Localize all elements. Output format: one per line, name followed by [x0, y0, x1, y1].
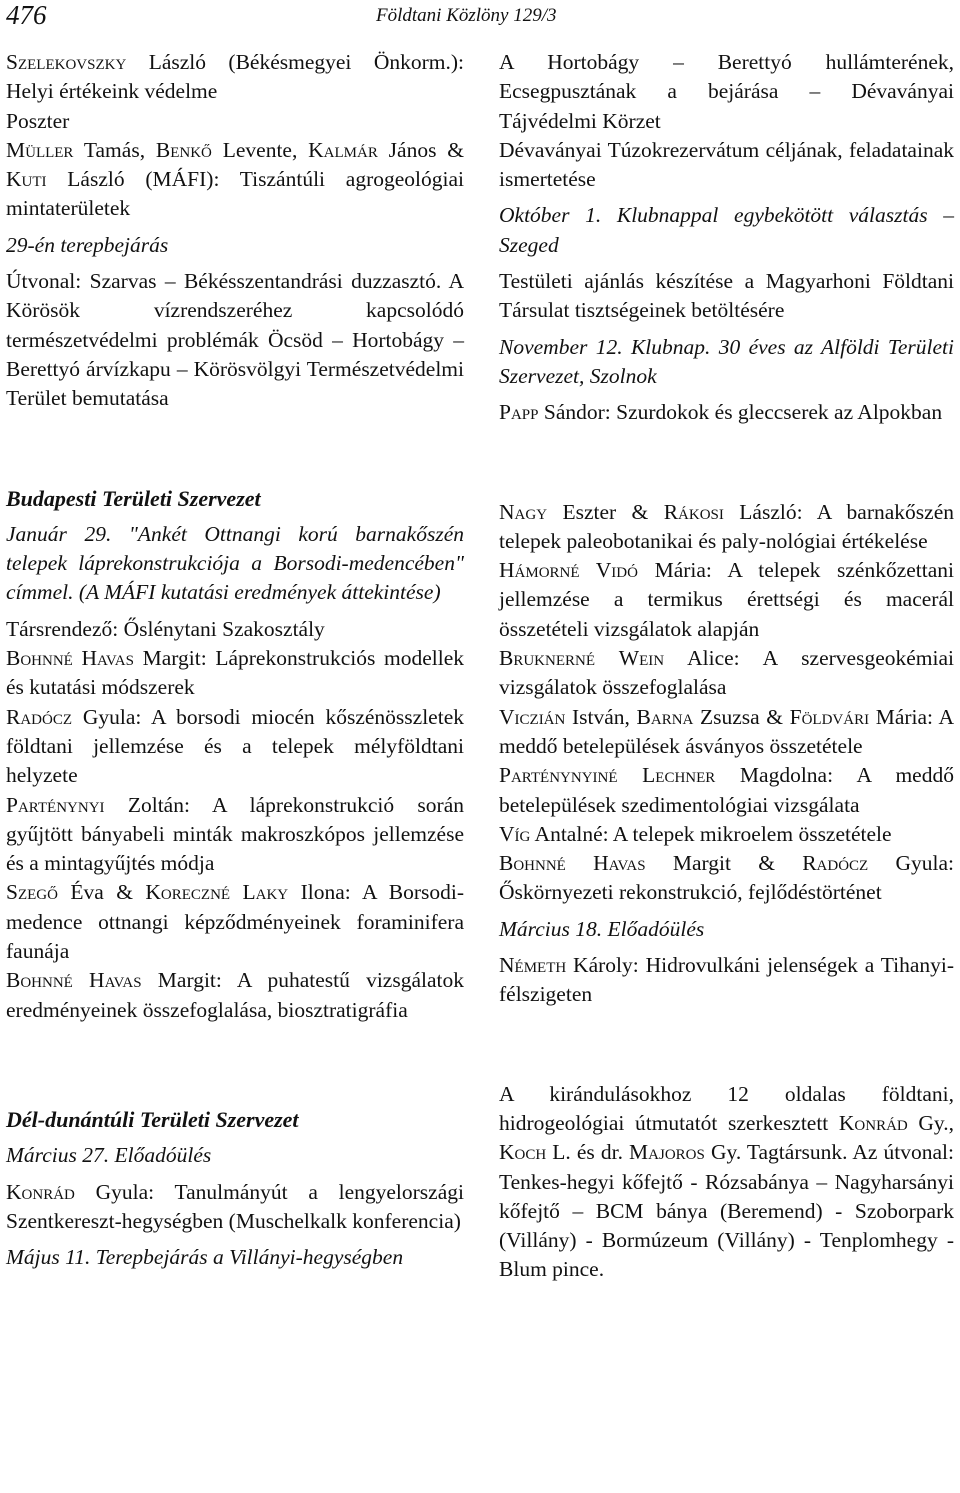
entry-partenyi: Parténynyi Zoltán: A láprekonstrukció során gyűjtött bányabeli minták makroszkópos jellemzése és a mintagyűjtés módja — [6, 792, 464, 876]
entry-vig: Víg Antalné: A telepek mikroelem összetétele — [499, 821, 892, 846]
left-column — [6, 48, 464, 1272]
entry-bohnne-radocz: Bohnné Havas Margit & Radócz Gyula: Őskörnyezeti rekonstrukció, fejlődéstörténet — [499, 851, 954, 905]
date-november-12: November 12. Klubnap. 30 éves az Alföldi Területi Szervezet, Szolnok — [499, 334, 954, 388]
entry-bohnne-2: Bohnné Havas Margit: A puhatestű vizsgálatok eredményeinek összefoglalása, biosztratigráfia — [6, 968, 464, 1022]
entry-szelekovszky: Szelekovszky László (Békésmegyei Önkorm.): Helyi értékeink védelme — [6, 50, 464, 104]
right-column — [499, 48, 954, 1285]
section-del-dunantuli: Dél-dunántúli Területi Szervezet — [6, 1106, 299, 1132]
date-majus-11: Május 11. Terepbejárás a Villányi-hegységben — [6, 1245, 404, 1270]
hortobagy-paragraph: A Hortobágy – Berettyó hullámterének, Ecsegpusztának a bejárása – Dévaványai Tájvédelmi Körzet — [499, 50, 954, 133]
excursion-paragraph: A kirándulásokhoz 12 oldalas földtani, hidrogeológiai útmutatót szerkesztett Konrád Gy., Koch L. és dr. Majoros Gy. Tagtársunk. Az útvonal: Tenkes-hegyi kőfejtő - Rózsabánya – Nagyharsányi kőfejtő – BCM bánya (Beremend) - Szoborpark (Villány) - Bormúzeum (Villány) - Tenplomhegy - Blum pince. — [499, 1081, 954, 1282]
date-januar-29: Január 29. "Ankét Ottnangi korú barnakőszén telepek láprekonstrukciója a Borsodi-medencében" címmel. (A MÁFI kutatási eredmények áttekintése) — [6, 521, 464, 605]
devavanyai-paragraph: Dévaványai Túzokrezervátum céljának, feladatainak ismertetése — [499, 137, 954, 192]
date-marcius-18: Március 18. Előadóülés — [499, 916, 705, 941]
page-header — [0, 0, 960, 36]
journal-title: Földtani Közlöny 129/3 — [376, 5, 557, 26]
date-marcius-27: Március 27. Előadóülés — [6, 1143, 212, 1168]
entry-muller: Müller Tamás, Benkő Levente, Kalmár János & Kuti László (MÁFI): Tiszántúli agrogeológiai mintaterületek — [6, 137, 464, 221]
route-description: Útvonal: Szarvas – Békésszentandrási duzzasztó. A Körösök vízrendszeréhez kapcsolódó természetvédelmi problémák Öcsöd – Hortobágy – Berettyó árvízkapu – Körösvölgyi Természetvédelmi Terület bemutatása — [6, 269, 464, 411]
entry-partenyine: Parténynyiné Lechner Magdolna: A meddő betelepülések szedimentológiai vizsgálata — [499, 763, 954, 817]
date-29-terepbejaras: 29-én terepbejárás — [6, 232, 169, 257]
entry-hamorne: Hámorné Vidó Mária: A telepek szénkőzettani jellemzése a termikus érettségi és macerál összetételi vizsgálatok alapján — [499, 558, 954, 641]
poszter-label: Poszter — [6, 108, 70, 133]
section-budapesti: Budapesti Területi Szervezet — [6, 485, 261, 511]
entry-viczian: Viczián István, Barna Zsuzsa & Földvári Mária: A meddő betelepülések ásványos összetétele — [499, 704, 954, 758]
entry-konrad: Konrád Gyula: Tanulmányút a lengyelországi Szentkereszt-hegységben (Muschelkalk konferencia) — [6, 1179, 464, 1233]
entry-nagy: Nagy Eszter & Rákosi László: A barnakőszén telepek paleobotanikai és paly-nológiai értékelése — [499, 499, 954, 553]
testuleti-paragraph: Testületi ajánlás készítése a Magyarhoni Földtani Társulat tisztségeinek betöltésére — [499, 269, 954, 323]
page-number: 476 — [6, 0, 47, 30]
organizer: Társrendező: Őslénytani Szakosztály — [6, 616, 325, 641]
entry-radocz: Radócz Gyula: A borsodi miocén kőszénösszletek földtani jellemzése és a telepek mélyföldtani helyzete — [6, 704, 464, 788]
entry-nemeth: Németh Károly: Hidrovulkáni jelenségek a Tihanyi-félszigeten — [499, 953, 954, 1007]
date-oktober-1: Október 1. Klubnappal egybekötött választás – Szeged — [499, 203, 954, 257]
entry-papp: Papp Sándor: Szurdokok és gleccserek az Alpokban — [499, 400, 943, 425]
entry-bohnne-1: Bohnné Havas Margit: Láprekonstrukciós modellek és kutatási módszerek — [6, 646, 464, 700]
entry-szego: Szegő Éva & Koreczné Laky Ilona: A Borsodi-medence ottnangi képződményeinek foraminifera faunája — [6, 880, 464, 964]
entry-bruknerne: Bruknerné Wein Alice: A szervesgeokémiai vizsgálatok összefoglalása — [499, 646, 954, 700]
